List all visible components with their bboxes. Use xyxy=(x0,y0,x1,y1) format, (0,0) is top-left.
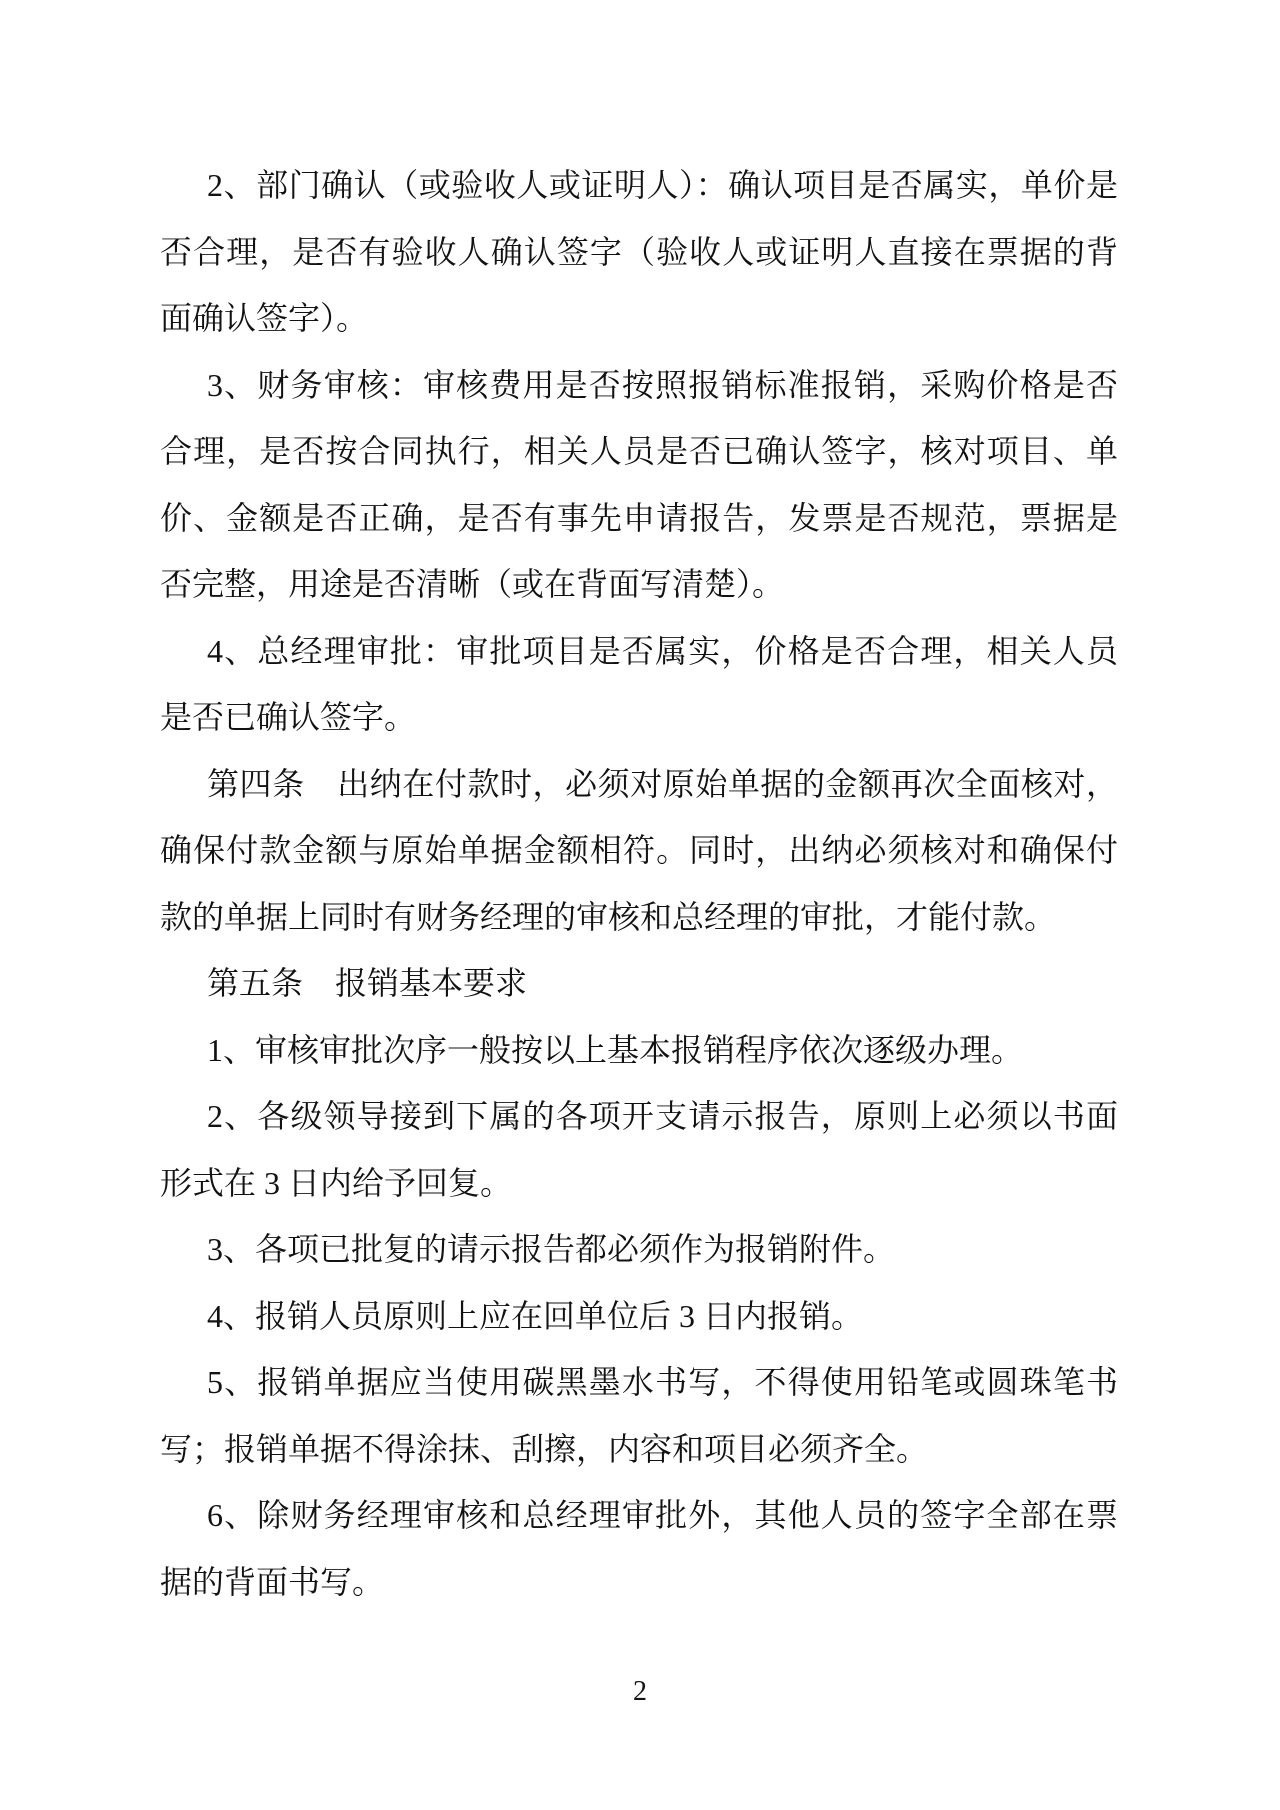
paragraph-requirement-2: 2、各级领导接到下属的各项开支请示报告，原则上必须以书面形式在 3 日内给予回复。 xyxy=(160,1098,1118,1201)
paragraph-requirement-5: 5、报销单据应当使用碳黑墨水书写，不得使用铅笔或圆珠笔书写；报销单据不得涂抹、刮擦，内容和项目必须齐全。 xyxy=(160,1364,1118,1467)
paragraph-finance-review: 3、财务审核：审核费用是否按照报销标准报销，采购价格是否合理，是否按合同执行，相关人员是否已确认签字，核对项目、单价、金额是否正确，是否有事先申请报告，发票是否规范，票据是否完整，用途是否清晰（或在背面写清楚）。 xyxy=(160,366,1118,602)
paragraph-requirement-6: 6、除财务经理审核和总经理审批外，其他人员的签字全部在票据的背面书写。 xyxy=(160,1497,1118,1600)
paragraph-article-5-heading: 第五条 报销基本要求 xyxy=(207,965,528,1001)
paragraph-requirement-4: 4、报销人员原则上应在回单位后 3 日内报销。 xyxy=(207,1297,864,1334)
paragraph-dept-confirm: 2、部门确认（或验收人或证明人）：确认项目是否属实，单价是否合理，是否有验收人确认签字（验收人或证明人直接在票据的背面确认签字）。 xyxy=(160,167,1118,336)
paragraph-requirement-1: 1、审核审批次序一般按以上基本报销程序依次逐级办理。 xyxy=(207,1031,1024,1068)
page-number: 2 xyxy=(633,1676,647,1707)
document-body xyxy=(160,152,1118,1615)
paragraph-article-4: 第四条 出纳在付款时，必须对原始单据的金额再次全面核对，确保付款金额与原始单据金额相符。同时，出纳必须核对和确保付款的单据上同时有财务经理的审核和总经理的审批，才能付款。 xyxy=(160,765,1118,935)
paragraph-requirement-3: 3、各项已批复的请示报告都必须作为报销附件。 xyxy=(207,1231,896,1267)
paragraph-gm-approval: 4、总经理审批：审批项目是否属实，价格是否合理，相关人员是否已确认签字。 xyxy=(160,632,1118,735)
